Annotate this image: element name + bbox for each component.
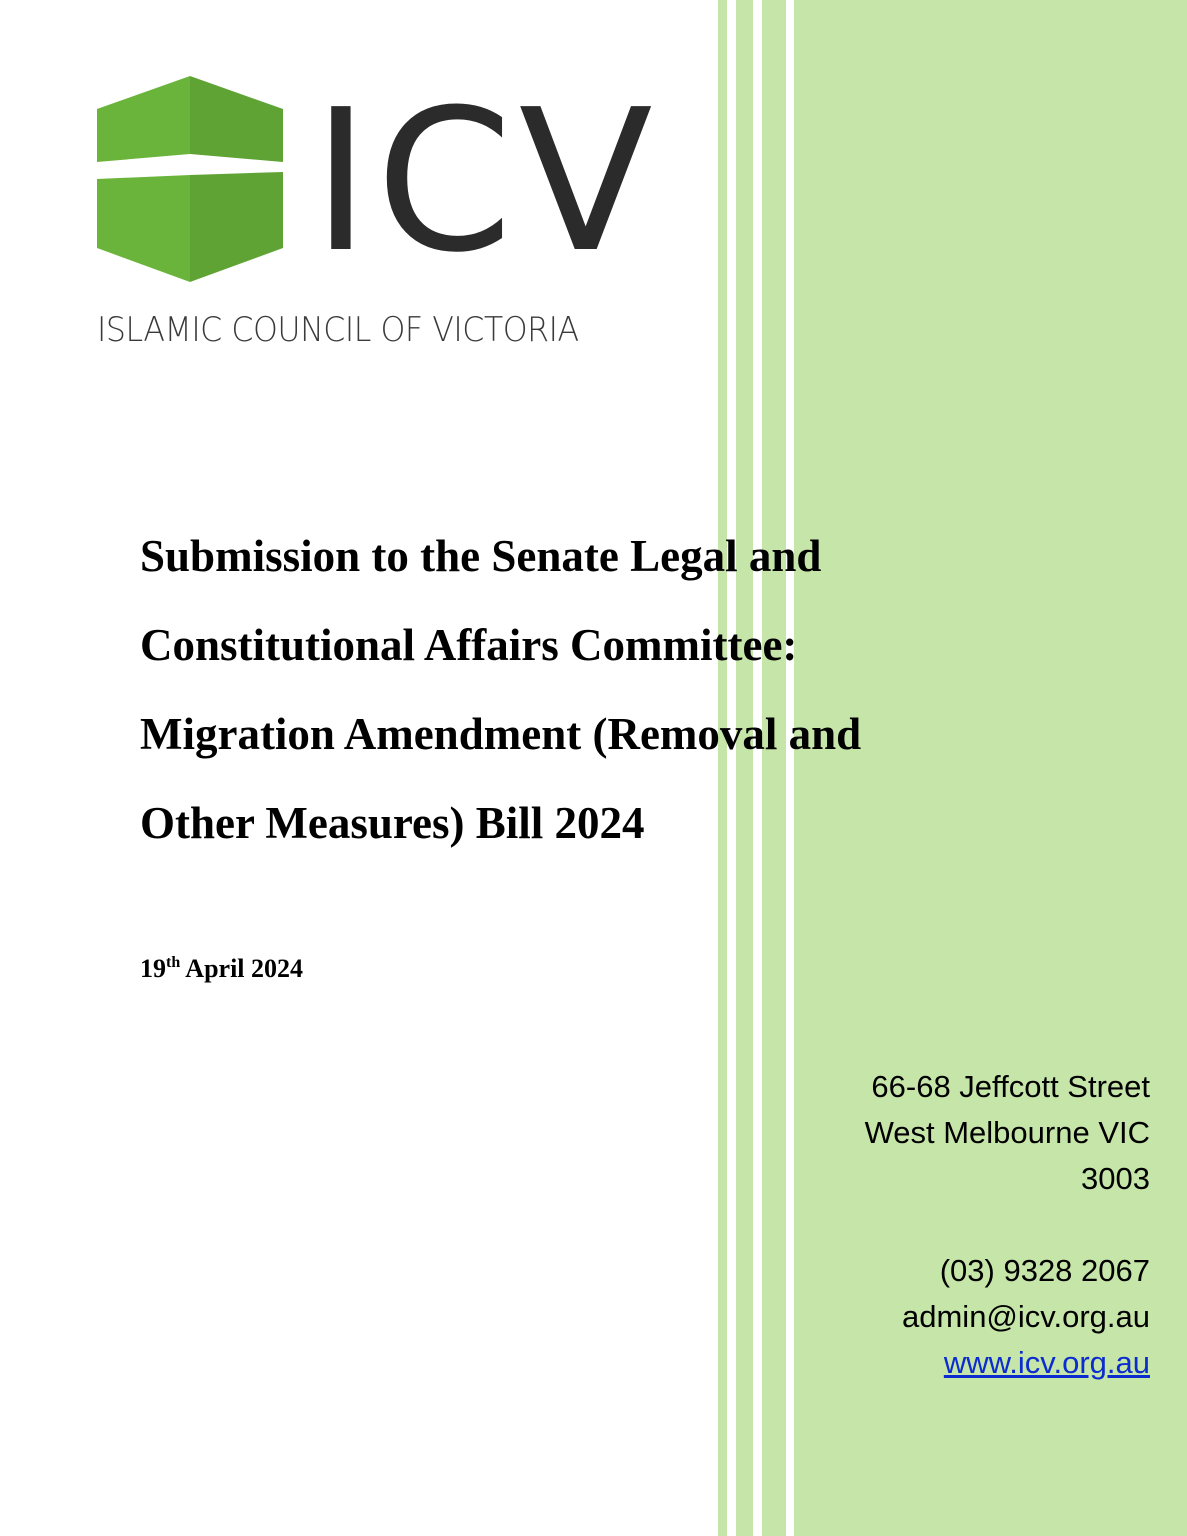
- title-line: Submission to the Senate Legal and: [140, 531, 822, 581]
- address-street: 66-68 Jeffcott Street: [871, 1069, 1150, 1104]
- title-line: Migration Amendment (Removal and: [140, 709, 862, 759]
- title-line: Constitutional Affairs Committee:: [140, 620, 798, 670]
- date-day: 19: [140, 954, 166, 983]
- contact-block: [730, 1064, 1150, 1386]
- email-address: admin@icv.org.au: [902, 1299, 1150, 1334]
- date-month-year: April 2024: [180, 954, 304, 983]
- date-suffix: th: [166, 954, 181, 971]
- website-link[interactable]: www.icv.org.au: [943, 1345, 1150, 1380]
- phone-number: (03) 9328 2067: [939, 1253, 1150, 1288]
- title-line: Other Measures) Bill 2024: [140, 798, 645, 848]
- document-date: [140, 952, 303, 986]
- logo-wordmark: ICV: [312, 68, 659, 296]
- address-postcode: 3003: [1081, 1161, 1150, 1196]
- organization-name: ISLAMIC COUNCIL OF VICTORIA: [97, 310, 579, 350]
- document-title: [140, 512, 1040, 868]
- address-suburb: West Melbourne VIC: [864, 1115, 1150, 1150]
- hexagon-logo-icon: [97, 76, 283, 282]
- spacer: [730, 1202, 1150, 1248]
